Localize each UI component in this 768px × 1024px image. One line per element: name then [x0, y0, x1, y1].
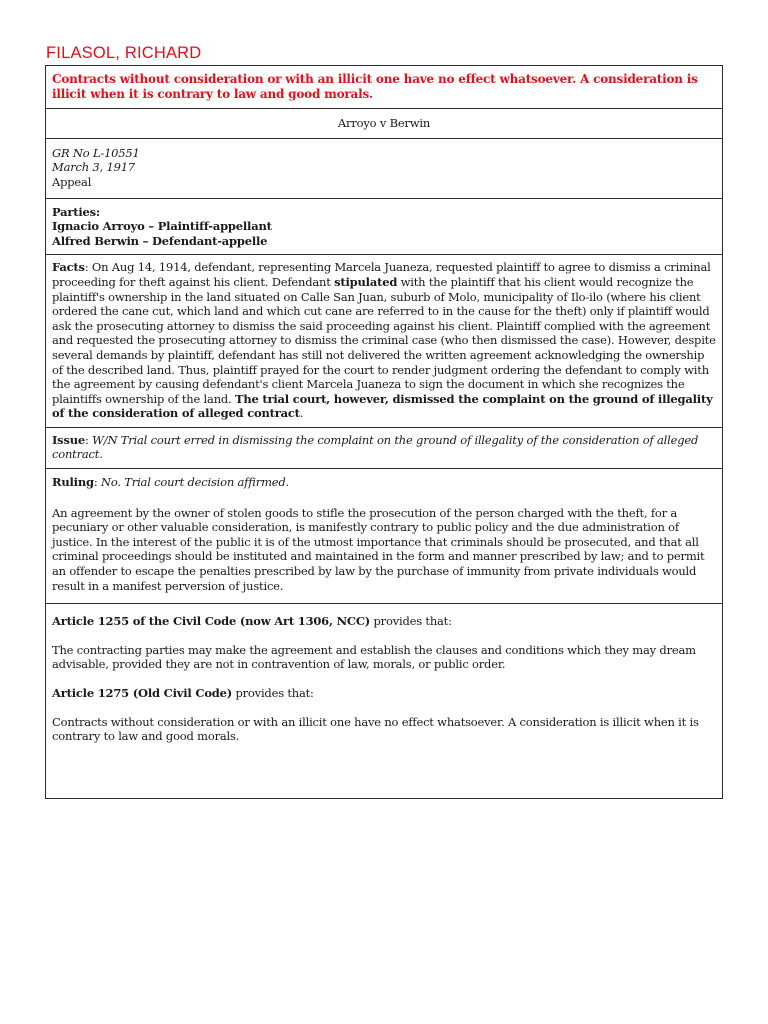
gr-number: GR No L-10551: [52, 145, 140, 160]
articles-section: [46, 604, 723, 799]
facts-emphasis-trial-court: The trial court, however, dismissed the complaint on the ground of illegality of the consideration of alleged contract: [52, 391, 713, 421]
facts-text-2: with the plaintiff that his client would recognize the plaintiff's ownership in the land situated on Calle San Juan, suburb of Molo, municipality of Ilo-ilo (where his client ordered the cane cut, which land and which cut cane are referred to in the cause for the theft) only if plaintiff would ask the prosecuting attorney to dismiss the said proceeding against his client. Plaintiff complied with the agreement and requested the prosecuting attorney to dismiss the criminal case (who then dismissed the case). However, despite several demands by plaintiff, defendant has still not delivered the written agreement acknowledging the ownership of the described land. Thus, plaintiff prayed for the court to render judgment ordering the defendant to comply with the agreement by causing defendant's client Marcela Juaneza to sign the document in which she recognizes the plaintiffs ownership of the land.: [52, 274, 716, 406]
parties-section: [46, 198, 723, 255]
facts-label: Facts: [52, 260, 85, 275]
ruling-holding: No. Trial court decision affirmed.: [101, 475, 289, 490]
case-title: Arroyo v Berwin: [46, 109, 723, 139]
issue-label: Issue: [52, 432, 86, 447]
doctrine-text: Contracts without consideration or with an illicit one have no effect whatsoever. A consideration is illicit when it is contrary to law and good morals.: [46, 66, 723, 109]
parties-heading: Parties:: [52, 204, 100, 219]
case-info: [46, 138, 723, 198]
decision-date: March 3, 1917: [52, 160, 135, 175]
ruling-colon: :: [93, 475, 101, 490]
issue-colon: :: [85, 432, 93, 447]
article-2-heading: Article 1275 (Old Civil Code): [52, 686, 233, 700]
plaintiff-party: Ignacio Arroyo – Plaintiff-appellant: [52, 219, 272, 234]
facts-row: [46, 255, 723, 428]
facts-section: [46, 255, 723, 428]
article-2-heading-line: [52, 686, 716, 701]
author-name: FILASOL, RICHARD: [46, 44, 202, 62]
ruling-body: An agreement by the owner of stolen goods to stifle the prosecution of the person charged with the theft, for a pecuniary or other valuable consideration, is manifestly contrary to public policy and the due administration of justice. In the interest of the public it is of the utmost importance that criminals should be prosecuted, and that all criminal proceedings should be instituted and maintained in the form and manner prescribed by law; and to permit an offender to escape the penalties prescribed by law by the purchase of immunity from private individuals would result in a manifest perversion of justice.: [52, 505, 705, 593]
issue-section: [46, 427, 723, 468]
case-digest-table: [45, 65, 723, 799]
issue-text: W/N Trial court erred in dismissing the complaint on the ground of illegality of the consideration of alleged contract.: [52, 432, 699, 462]
case-title-row: [46, 109, 723, 139]
article-2-text: Contracts without consideration or with an illicit one have no effect whatsoever. A consideration is illicit when it is contrary to law and good morals.: [52, 714, 699, 744]
defendant-party: Alfred Berwin – Defendant-appelle: [52, 233, 268, 248]
facts-text-3: .: [299, 406, 304, 421]
case-nature: Appeal: [52, 174, 92, 189]
ruling-row: [46, 469, 723, 604]
articles-row: [46, 604, 723, 799]
doctrine-row: [46, 66, 723, 109]
facts-emphasis-stipulated: stipulated: [334, 274, 398, 289]
ruling-section: [46, 469, 723, 604]
article-1-heading: Article 1255 of the Civil Code (now Art 1306, NCC): [52, 614, 371, 629]
case-info-row: [46, 138, 723, 198]
parties-row: [46, 198, 723, 255]
ruling-label: Ruling: [52, 475, 94, 490]
issue-row: [46, 427, 723, 468]
ruling-holding-line: [52, 475, 716, 490]
article-2-lead: provides that:: [232, 686, 314, 700]
article-1-text: The contracting parties may make the agreement and establish the clauses and conditions which they may dream advisable, provided they are not in contravention of law, morals, or public order.: [52, 642, 696, 672]
article-1-lead: provides that:: [370, 614, 452, 629]
facts-text-1: : On Aug 14, 1914, defendant, representing Marcela Juaneza, requested plaintiff to agree to dismiss a criminal proceeding for theft against his client. Defendant: [52, 260, 711, 289]
article-1-heading-line: [52, 614, 716, 629]
